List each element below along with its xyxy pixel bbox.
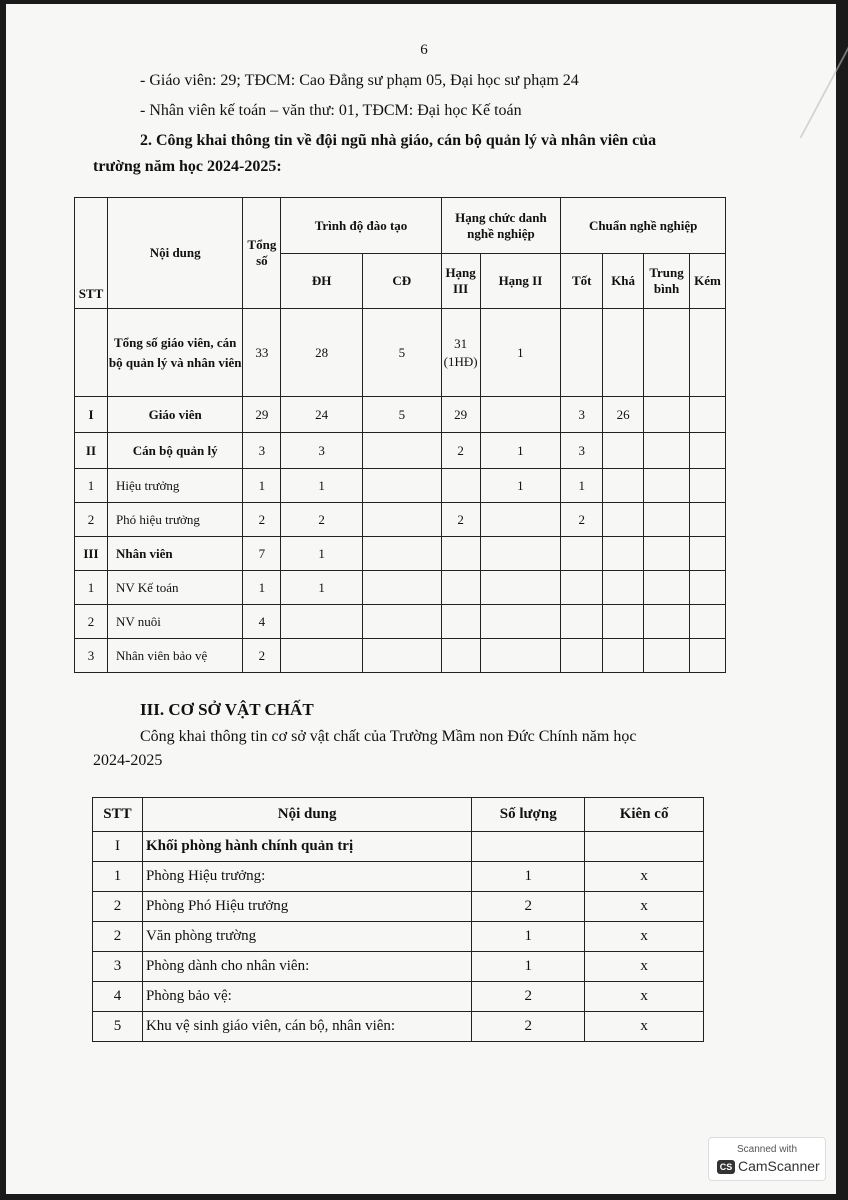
table-cell: 2 xyxy=(75,503,108,537)
table-cell xyxy=(480,571,561,605)
table-cell: 2 xyxy=(281,503,363,537)
table-cell: Giáo viên xyxy=(107,397,242,433)
table-cell xyxy=(281,639,363,673)
table-cell: 29 xyxy=(243,397,281,433)
section-3-intro: Công khai thông tin cơ sở vật chất của Trường Mầm non Đức Chính năm học xyxy=(140,728,637,745)
table-cell: x xyxy=(585,1012,704,1042)
table-cell xyxy=(603,503,644,537)
table-cell xyxy=(281,605,363,639)
table-cell: 3 xyxy=(281,433,363,469)
table-cell xyxy=(441,469,480,503)
table-cell xyxy=(690,537,726,571)
table-cell xyxy=(644,397,690,433)
table-cell: 3 xyxy=(561,397,603,433)
table-cell: 2 xyxy=(93,922,143,952)
col-header-cd: CĐ xyxy=(362,254,441,309)
table-cell: Văn phòng trường xyxy=(142,922,471,952)
table-cell: Tổng số giáo viên, cán bộ quản lý và nhân viên xyxy=(107,309,242,397)
table-row xyxy=(75,309,726,397)
table-cell: 1 xyxy=(93,862,143,892)
table-cell: Nhân viên xyxy=(107,537,242,571)
table-cell: x xyxy=(585,862,704,892)
table-cell xyxy=(441,605,480,639)
col-header-noi-dung: Nội dung xyxy=(142,798,471,832)
col-header-so-luong: Số lượng xyxy=(472,798,585,832)
table-cell: 1 xyxy=(480,309,561,397)
table-cell: 28 xyxy=(281,309,363,397)
table-cell: 5 xyxy=(362,397,441,433)
table-cell: Phòng dành cho nhân viên: xyxy=(142,952,471,982)
table-cell xyxy=(644,571,690,605)
table-cell: 1 xyxy=(75,571,108,605)
table-cell: 1 xyxy=(480,469,561,503)
table-cell: Phòng bảo vệ: xyxy=(142,982,471,1012)
table-cell: Phòng Hiệu trưởng: xyxy=(142,862,471,892)
table-cell xyxy=(644,309,690,397)
section-3-intro-cont: 2024-2025 xyxy=(93,752,163,769)
col-header-stt: STT xyxy=(93,798,143,832)
table-cell: 1 xyxy=(472,952,585,982)
camscanner-label: CamScanner xyxy=(738,1158,820,1174)
table-cell xyxy=(603,571,644,605)
table-cell: x xyxy=(585,922,704,952)
section-3-heading: III. CƠ SỞ VẬT CHẤT xyxy=(140,700,314,719)
table-cell: Hiệu trưởng xyxy=(107,469,242,503)
table-cell xyxy=(561,639,603,673)
table-cell xyxy=(690,397,726,433)
table-cell: x xyxy=(585,982,704,1012)
table-cell: 1 xyxy=(561,469,603,503)
table-cell: 7 xyxy=(243,537,281,571)
table-cell: Cán bộ quản lý xyxy=(107,433,242,469)
col-header-kien-co: Kiên cố xyxy=(585,798,704,832)
table-cell: 1 xyxy=(281,571,363,605)
table-cell: I xyxy=(93,832,143,862)
col-header-hang-chuc-danh: Hạng chức danh nghề nghiệp xyxy=(441,198,561,254)
table-cell: 2 xyxy=(243,503,281,537)
table-cell xyxy=(561,309,603,397)
table-cell xyxy=(362,469,441,503)
table-row xyxy=(75,639,726,673)
table-row xyxy=(93,952,704,982)
table-cell xyxy=(362,433,441,469)
table-cell xyxy=(690,605,726,639)
table-cell: x xyxy=(585,892,704,922)
table-cell: 2 xyxy=(561,503,603,537)
table-cell: 4 xyxy=(93,982,143,1012)
col-header-tong-so: Tổng số xyxy=(243,198,281,309)
table-cell: 2 xyxy=(472,892,585,922)
table-row xyxy=(93,862,704,892)
table-row xyxy=(75,503,726,537)
col-header-trinh-do: Trình độ đào tạo xyxy=(281,198,441,254)
staff-table xyxy=(74,197,726,673)
table-cell xyxy=(644,639,690,673)
table-cell: III xyxy=(75,537,108,571)
table-cell xyxy=(603,639,644,673)
table-cell: 4 xyxy=(243,605,281,639)
table-cell: 24 xyxy=(281,397,363,433)
table-cell xyxy=(644,503,690,537)
table-cell: x xyxy=(585,952,704,982)
col-header-hang-2: Hạng II xyxy=(480,254,561,309)
table-cell xyxy=(585,832,704,862)
table-cell: 1 xyxy=(480,433,561,469)
table-cell xyxy=(690,433,726,469)
table-cell: 3 xyxy=(75,639,108,673)
table-cell xyxy=(690,639,726,673)
table-cell: Nhân viên bảo vệ xyxy=(107,639,242,673)
table-cell: Phó hiệu trưởng xyxy=(107,503,242,537)
table-row xyxy=(75,605,726,639)
staff-info-line: - Nhân viên kế toán – văn thư: 01, TĐCM: Đại học Kế toán xyxy=(140,102,522,119)
table-cell xyxy=(603,309,644,397)
table-row xyxy=(93,922,704,952)
section-2-heading: 2. Công khai thông tin về đội ngũ nhà giáo, cán bộ quản lý và nhân viên của xyxy=(140,132,657,149)
table-cell xyxy=(561,571,603,605)
table-cell xyxy=(480,503,561,537)
facilities-table xyxy=(92,797,704,1042)
table-cell xyxy=(480,605,561,639)
table-row xyxy=(75,537,726,571)
section-2-heading-cont: trường năm học 2024-2025: xyxy=(93,158,282,175)
col-header-stt: STT xyxy=(75,198,108,309)
table-cell xyxy=(480,537,561,571)
table-cell xyxy=(362,605,441,639)
table-cell: NV nuôi xyxy=(107,605,242,639)
table-cell xyxy=(441,537,480,571)
table-cell: 2 xyxy=(243,639,281,673)
table-cell: 2 xyxy=(75,605,108,639)
table-row xyxy=(75,433,726,469)
col-header-chuan-nghe: Chuẩn nghề nghiệp xyxy=(561,198,726,254)
table-row xyxy=(93,832,704,862)
table-cell: Phòng Phó Hiệu trưởng xyxy=(142,892,471,922)
table-row xyxy=(93,892,704,922)
col-header-dh: ĐH xyxy=(281,254,363,309)
table-cell xyxy=(690,571,726,605)
table-cell xyxy=(472,832,585,862)
table-cell: II xyxy=(75,433,108,469)
table-cell: 26 xyxy=(603,397,644,433)
table-cell xyxy=(603,433,644,469)
table-cell: 5 xyxy=(93,1012,143,1042)
col-header-trung-binh: Trung bình xyxy=(644,254,690,309)
table-cell xyxy=(561,537,603,571)
table-row xyxy=(75,571,726,605)
table-cell xyxy=(362,537,441,571)
col-header-hang-3: Hạng III xyxy=(441,254,480,309)
table-cell xyxy=(603,537,644,571)
table-row xyxy=(75,469,726,503)
table-cell: 2 xyxy=(93,892,143,922)
table-cell xyxy=(561,605,603,639)
table-cell xyxy=(603,605,644,639)
table-cell: 1 xyxy=(243,469,281,503)
table-cell xyxy=(690,503,726,537)
table-cell: 1 xyxy=(281,537,363,571)
table-cell: 5 xyxy=(362,309,441,397)
table-cell xyxy=(480,397,561,433)
table-cell xyxy=(644,605,690,639)
table-cell: 3 xyxy=(243,433,281,469)
table-cell: 1 xyxy=(75,469,108,503)
table-row xyxy=(75,397,726,433)
table-cell xyxy=(480,639,561,673)
table-cell: 2 xyxy=(472,1012,585,1042)
table-cell: 3 xyxy=(93,952,143,982)
table-cell: 2 xyxy=(472,982,585,1012)
table-cell: 31 (1HĐ) xyxy=(441,309,480,397)
table-cell xyxy=(75,309,108,397)
table-row xyxy=(93,1012,704,1042)
table-cell: 1 xyxy=(472,862,585,892)
col-header-kem: Kém xyxy=(690,254,726,309)
table-cell: I xyxy=(75,397,108,433)
table-cell xyxy=(441,571,480,605)
table-cell xyxy=(362,571,441,605)
table-cell: 33 xyxy=(243,309,281,397)
table-cell: 2 xyxy=(441,433,480,469)
table-cell: Khu vệ sinh giáo viên, cán bộ, nhân viên: xyxy=(142,1012,471,1042)
table-cell: 2 xyxy=(441,503,480,537)
camscanner-badge xyxy=(708,1137,826,1181)
table-row xyxy=(93,982,704,1012)
table-cell xyxy=(644,469,690,503)
table-cell xyxy=(362,503,441,537)
scanned-with-label: Scanned with xyxy=(736,1144,798,1155)
table-cell: Khối phòng hành chính quản trị xyxy=(142,832,471,862)
table-cell xyxy=(441,639,480,673)
table-cell: 1 xyxy=(281,469,363,503)
table-cell xyxy=(362,639,441,673)
col-header-kha: Khá xyxy=(603,254,644,309)
table-cell xyxy=(690,469,726,503)
table-cell: 1 xyxy=(243,571,281,605)
teacher-info-line: - Giáo viên: 29; TĐCM: Cao Đẳng sư phạm 05, Đại học sư phạm 24 xyxy=(140,72,579,89)
table-cell xyxy=(644,433,690,469)
col-header-tot: Tốt xyxy=(561,254,603,309)
table-cell: 3 xyxy=(561,433,603,469)
table-cell xyxy=(690,309,726,397)
table-cell xyxy=(644,537,690,571)
table-cell: NV Kế toán xyxy=(107,571,242,605)
table-cell xyxy=(603,469,644,503)
table-cell: 29 xyxy=(441,397,480,433)
page-number: 6 xyxy=(420,42,428,58)
table-cell: 1 xyxy=(472,922,585,952)
col-header-noi-dung: Nội dung xyxy=(107,198,242,309)
camscanner-logo-icon: CS xyxy=(717,1160,735,1174)
